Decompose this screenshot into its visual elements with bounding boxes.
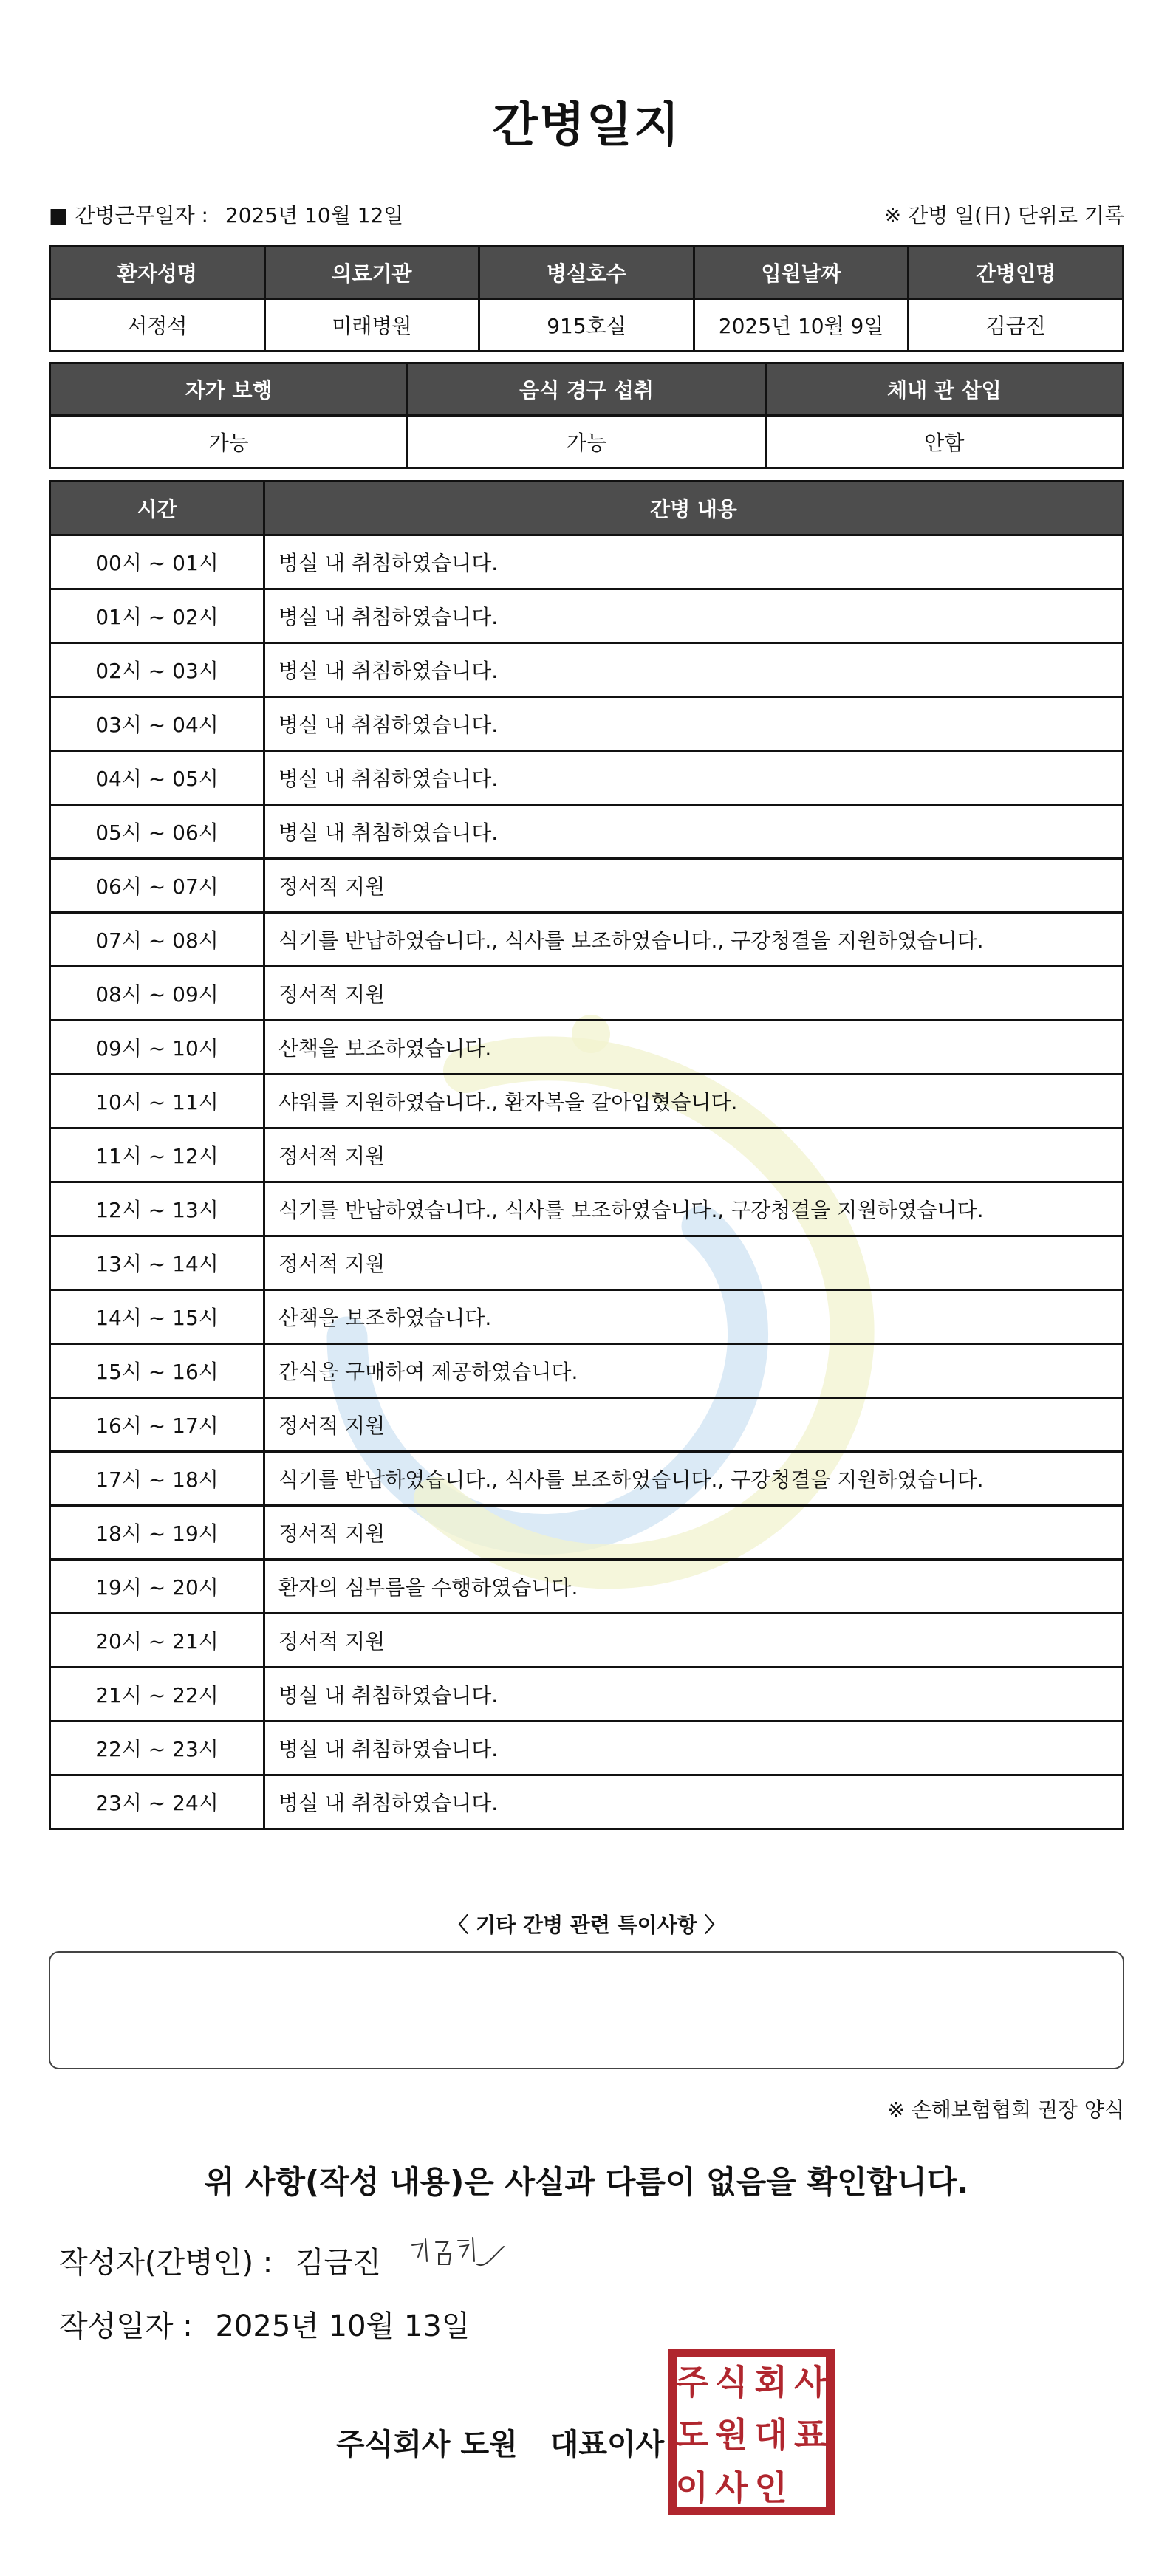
confirm-statement: 위 사항(작성 내용)은 사실과 다름이 없음을 확인합니다. xyxy=(204,2164,969,2200)
seal-char: 원 xyxy=(715,2414,748,2455)
time-cell: 11시 ~ 12시 xyxy=(50,1128,264,1182)
room-number: 915호실 xyxy=(479,299,694,352)
table-row xyxy=(50,1775,1124,1829)
time-cell: 09시 ~ 10시 xyxy=(50,1021,264,1075)
seal-char: 식 xyxy=(715,2362,748,2402)
table-row xyxy=(50,805,1124,859)
time-cell: 15시 ~ 16시 xyxy=(50,1344,264,1398)
seal-char: 사 xyxy=(794,2362,827,2402)
care-content-cell: 병실 내 취침하였습니다. xyxy=(264,751,1124,805)
header-patient-name: 환자성명 xyxy=(50,247,265,299)
time-cell: 10시 ~ 11시 xyxy=(50,1075,264,1128)
time-cell: 23시 ~ 24시 xyxy=(50,1775,264,1829)
time-cell: 05시 ~ 06시 xyxy=(50,805,264,859)
table-row xyxy=(50,1506,1124,1560)
header-walking: 자가 보행 xyxy=(50,363,408,416)
table-row xyxy=(50,967,1124,1021)
table-row xyxy=(50,1560,1124,1614)
header-time: 시간 xyxy=(50,482,264,535)
seal-char: 이 xyxy=(675,2467,708,2508)
header-oral-intake: 음식 경구 섭취 xyxy=(408,363,765,416)
seal-char: 표 xyxy=(794,2414,827,2455)
patient-status-table xyxy=(49,362,1124,469)
time-cell: 21시 ~ 22시 xyxy=(50,1668,264,1722)
care-content-cell: 샤워를 지원하였습니다., 환자복을 갈아입혔습니다. xyxy=(264,1075,1124,1128)
written-date-value: 2025년 10월 13일 xyxy=(215,2309,471,2343)
remarks-title: 〈 기타 간병 관련 특이사항 〉 xyxy=(448,1913,725,1937)
header-tube: 체내 관 삽입 xyxy=(765,363,1123,416)
time-cell: 01시 ~ 02시 xyxy=(50,589,264,643)
admission-date: 2025년 10월 9일 xyxy=(694,299,909,352)
header-caregiver: 간병인명 xyxy=(909,247,1124,299)
work-date-line xyxy=(49,199,403,229)
remarks-box xyxy=(49,1951,1124,2069)
header-care-content: 간병 내용 xyxy=(264,482,1124,535)
care-content-cell: 병실 내 취침하였습니다. xyxy=(264,1775,1124,1829)
table-row xyxy=(50,1452,1124,1506)
table-row xyxy=(50,859,1124,913)
time-cell: 06시 ~ 07시 xyxy=(50,859,264,913)
company-seal xyxy=(666,2347,836,2517)
table-row xyxy=(50,535,1124,589)
table-row xyxy=(50,1668,1124,1722)
writer-name: 김금진 xyxy=(295,2246,381,2280)
time-cell: 19시 ~ 20시 xyxy=(50,1560,264,1614)
header-room: 병실호수 xyxy=(479,247,694,299)
writer-line xyxy=(59,2239,381,2281)
table-row xyxy=(50,1614,1124,1668)
care-content-cell: 병실 내 취침하였습니다. xyxy=(264,1722,1124,1775)
time-cell: 07시 ~ 08시 xyxy=(50,913,264,967)
written-date-line xyxy=(59,2303,470,2345)
table-row xyxy=(50,1182,1124,1236)
time-cell: 12시 ~ 13시 xyxy=(50,1182,264,1236)
care-content-cell: 병실 내 취침하였습니다. xyxy=(264,805,1124,859)
time-cell: 02시 ~ 03시 xyxy=(50,643,264,697)
seal-char: 인 xyxy=(754,2467,787,2508)
care-content-cell: 정서적 지원 xyxy=(264,1614,1124,1668)
care-content-cell: 병실 내 취침하였습니다. xyxy=(264,589,1124,643)
table-row xyxy=(50,697,1124,751)
care-content-cell: 간식을 구매하여 제공하였습니다. xyxy=(264,1344,1124,1398)
table-row xyxy=(50,1398,1124,1452)
work-date-label: ■ 간병근무일자 : xyxy=(49,203,208,227)
company-name: 주식회사 도원 xyxy=(336,2428,518,2462)
time-cell: 04시 ~ 05시 xyxy=(50,751,264,805)
company-line xyxy=(336,2421,664,2463)
care-content-cell: 병실 내 취침하였습니다. xyxy=(264,697,1124,751)
care-content-cell: 식기를 반납하였습니다., 식사를 보조하였습니다., 구강청결을 지원하였습니다. xyxy=(264,1182,1124,1236)
care-content-cell: 환자의 심부름을 수행하였습니다. xyxy=(264,1560,1124,1614)
hospital-name: 미래병원 xyxy=(264,299,479,352)
written-date-label: 작성일자 : xyxy=(59,2309,193,2343)
company-rep: 대표이사 xyxy=(550,2428,665,2462)
care-content-cell: 식기를 반납하였습니다., 식사를 보조하였습니다., 구강청결을 지원하였습니다. xyxy=(264,1452,1124,1506)
table-row xyxy=(50,1722,1124,1775)
walking-status: 가능 xyxy=(50,416,408,468)
patient-info-table xyxy=(49,245,1124,352)
header-hospital: 의료기관 xyxy=(264,247,479,299)
time-cell: 22시 ~ 23시 xyxy=(50,1722,264,1775)
writer-label: 작성자(간병인) : xyxy=(59,2246,273,2280)
patient-name: 서정석 xyxy=(50,299,265,352)
care-log-table xyxy=(49,480,1124,1830)
care-content-cell: 정서적 지원 xyxy=(264,1236,1124,1290)
seal-char: 대 xyxy=(754,2414,787,2455)
time-cell: 00시 ~ 01시 xyxy=(50,535,264,589)
care-content-cell: 산책을 보조하였습니다. xyxy=(264,1290,1124,1344)
handwritten-signature xyxy=(406,2232,510,2284)
care-content-cell: 정서적 지원 xyxy=(264,859,1124,913)
time-cell: 08시 ~ 09시 xyxy=(50,967,264,1021)
time-cell: 18시 ~ 19시 xyxy=(50,1506,264,1560)
table-row xyxy=(50,751,1124,805)
recommend-note: ※ 손해보험협회 권장 양식 xyxy=(887,2097,1124,2122)
care-content-cell: 병실 내 취침하였습니다. xyxy=(264,643,1124,697)
time-cell: 14시 ~ 15시 xyxy=(50,1290,264,1344)
care-content-cell: 산책을 보조하였습니다. xyxy=(264,1021,1124,1075)
time-cell: 13시 ~ 14시 xyxy=(50,1236,264,1290)
caregiver-name: 김금진 xyxy=(909,299,1124,352)
time-cell: 17시 ~ 18시 xyxy=(50,1452,264,1506)
oral-intake-status: 가능 xyxy=(408,416,765,468)
work-date-value: 2025년 10월 12일 xyxy=(225,203,404,227)
table-row xyxy=(50,589,1124,643)
seal-char: 도 xyxy=(675,2414,708,2455)
care-content-cell: 정서적 지원 xyxy=(264,967,1124,1021)
table-row xyxy=(50,1075,1124,1128)
seal-char: 회 xyxy=(754,2362,787,2402)
seal-char: 주 xyxy=(675,2362,708,2402)
page-title: 간병일지 xyxy=(492,98,681,153)
care-content-cell: 병실 내 취침하였습니다. xyxy=(264,1668,1124,1722)
table-row xyxy=(50,913,1124,967)
header-admission-date: 입원날짜 xyxy=(694,247,909,299)
care-content-cell: 정서적 지원 xyxy=(264,1506,1124,1560)
table-row xyxy=(50,1236,1124,1290)
table-row xyxy=(50,1128,1124,1182)
time-cell: 03시 ~ 04시 xyxy=(50,697,264,751)
table-row xyxy=(50,1344,1124,1398)
care-content-cell: 정서적 지원 xyxy=(264,1398,1124,1452)
table-row xyxy=(50,1290,1124,1344)
care-content-cell: 정서적 지원 xyxy=(264,1128,1124,1182)
care-content-cell: 병실 내 취침하였습니다. xyxy=(264,535,1124,589)
unit-note: ※ 간병 일(日) 단위로 기록 xyxy=(883,203,1124,227)
care-content-cell: 식기를 반납하였습니다., 식사를 보조하였습니다., 구강청결을 지원하였습니다. xyxy=(264,913,1124,967)
table-row xyxy=(50,1021,1124,1075)
time-cell: 16시 ~ 17시 xyxy=(50,1398,264,1452)
time-cell: 20시 ~ 21시 xyxy=(50,1614,264,1668)
seal-char: 사 xyxy=(715,2467,748,2508)
tube-status: 안함 xyxy=(765,416,1123,468)
table-row xyxy=(50,643,1124,697)
